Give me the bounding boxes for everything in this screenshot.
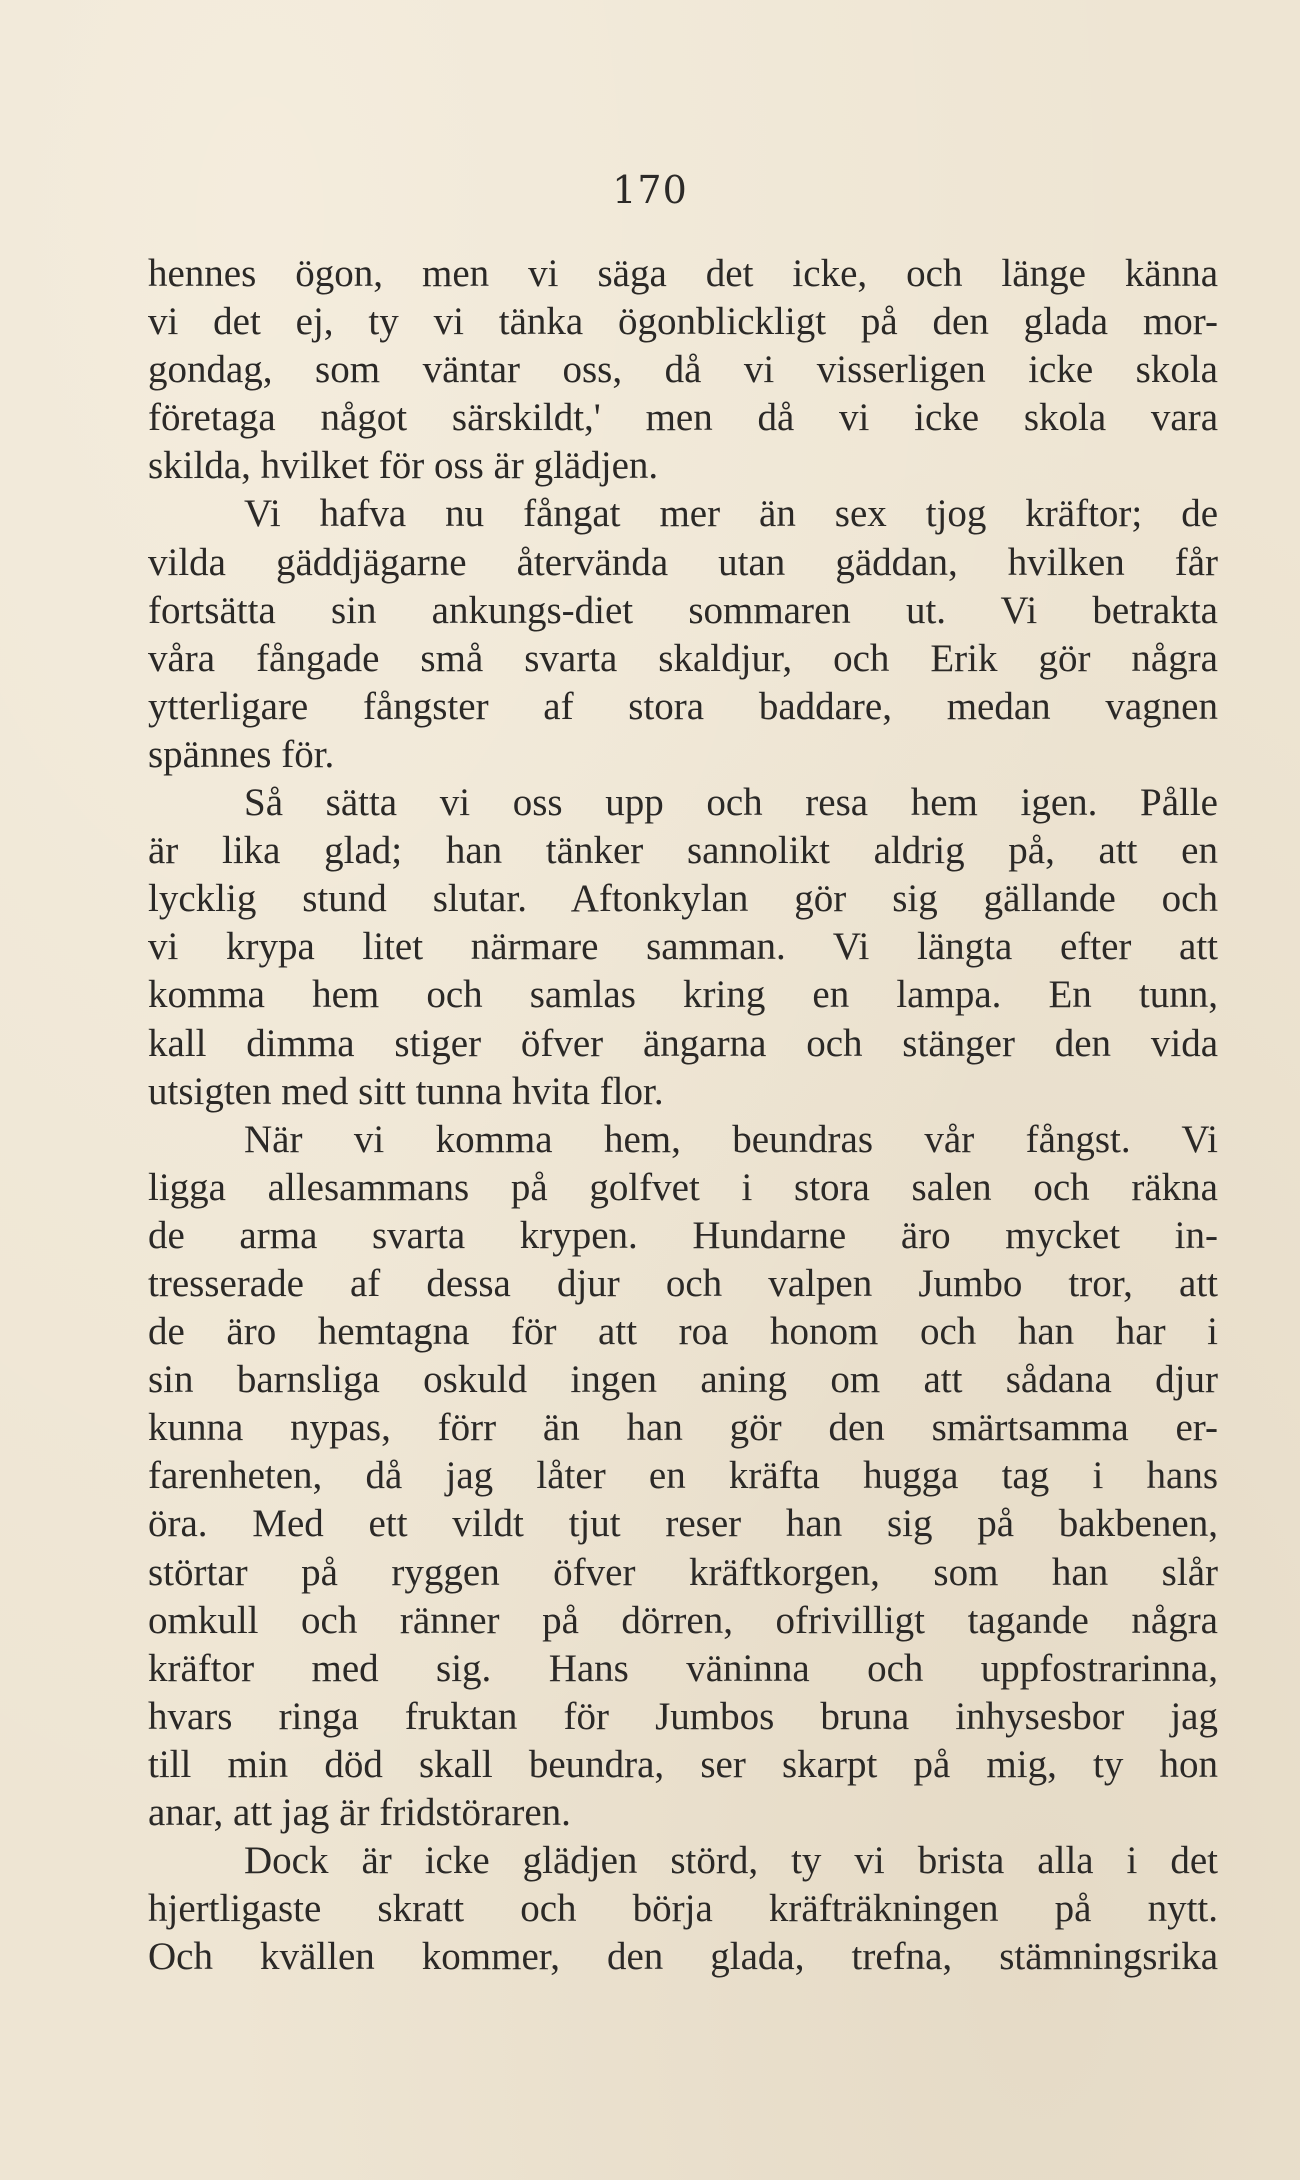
text-line: ytterligare fångster af stora baddare, medan vagnen <box>148 684 1218 728</box>
text-line: vi det ej, ty vi tänka ögonblickligt på den glada mor- <box>148 300 1218 344</box>
text-line: kunna nypas, förr än han gör den smärtsamma er- <box>148 1406 1218 1450</box>
text-line: omkull och ränner på dörren, ofrivilligt tagande några <box>148 1598 1218 1642</box>
text-line: vilda gäddjägarne återvända utan gäddan, hvilken får <box>148 540 1218 584</box>
page-number: 170 <box>612 168 688 212</box>
text-line: kräftor med sig. Hans väninna och uppfostrarinna, <box>148 1646 1218 1690</box>
text-line: tresserade af dessa djur och valpen Jumbo tror, att <box>148 1261 1218 1305</box>
text-line: farenheten, då jag låter en kräfta hugga tag i hans <box>148 1454 1218 1498</box>
text-line: ligga allesammans på golfvet i stora salen och räkna <box>148 1165 1218 1209</box>
text-line: gondag, som väntar oss, då vi visserligen icke skola <box>148 348 1218 392</box>
text-line: vi krypa litet närmare samman. Vi längta efter att <box>148 925 1218 969</box>
text-line: de äro hemtagna för att roa honom och han har i <box>148 1310 1218 1354</box>
text-line: är lika glad; han tänker sannolikt aldrig på, att en <box>148 829 1218 873</box>
text-line: Vi hafva nu fångat mer än sex tjog kräftor; de <box>244 492 1218 536</box>
text-line: Så sätta vi oss upp och resa hem igen. Pålle <box>244 781 1218 825</box>
text-line: spännes för. <box>148 732 335 776</box>
text-line: till min död skall beundra, ser skarpt på mig, ty hon <box>148 1742 1218 1786</box>
text-line: lycklig stund slutar. Aftonkylan gör sig gällande och <box>148 877 1218 921</box>
text-line: störtar på ryggen öfver kräftkorgen, som han slår <box>148 1550 1218 1594</box>
text-line: Dock är icke glädjen störd, ty vi brista alla i det <box>244 1839 1218 1883</box>
text-line: Och kvällen kommer, den glada, trefna, stämningsrika <box>148 1935 1218 1979</box>
text-line: komma hem och samlas kring en lampa. En tunn, <box>148 973 1218 1017</box>
text-line: hjertligaste skratt och börja kräfträkningen på nytt. <box>148 1887 1218 1931</box>
text-line: fortsätta sin ankungs-diet sommaren ut. Vi betrakta <box>148 588 1218 632</box>
text-line: sin barnsliga oskuld ingen aning om att sådana djur <box>148 1358 1218 1402</box>
text-line: anar, att jag är fridstöraren. <box>148 1791 571 1834</box>
text-line: utsigten med sitt tunna hvita flor. <box>148 1069 664 1113</box>
text-line: skilda, hvilket för oss är glädjen. <box>148 444 659 488</box>
text-line: företaga något särskildt,' men då vi icke skola vara <box>148 396 1218 440</box>
text-line: kall dimma stiger öfver ängarna och stänger den vida <box>148 1021 1218 1065</box>
text-line: våra fångade små svarta skaldjur, och Erik gör några <box>148 636 1218 680</box>
text-line: När vi komma hem, beundras vår fångst. Vi <box>244 1117 1218 1161</box>
text-line: öra. Med ett vildt tjut reser han sig på bakbenen, <box>148 1502 1218 1546</box>
text-line: hvars ringa fruktan för Jumbos bruna inhysesbor jag <box>148 1694 1218 1738</box>
body-text <box>148 250 1218 1981</box>
text-line: de arma svarta krypen. Hundarne äro mycket in- <box>148 1213 1218 1257</box>
text-line: hennes ögon, men vi säga det icke, och länge känna <box>148 252 1218 295</box>
